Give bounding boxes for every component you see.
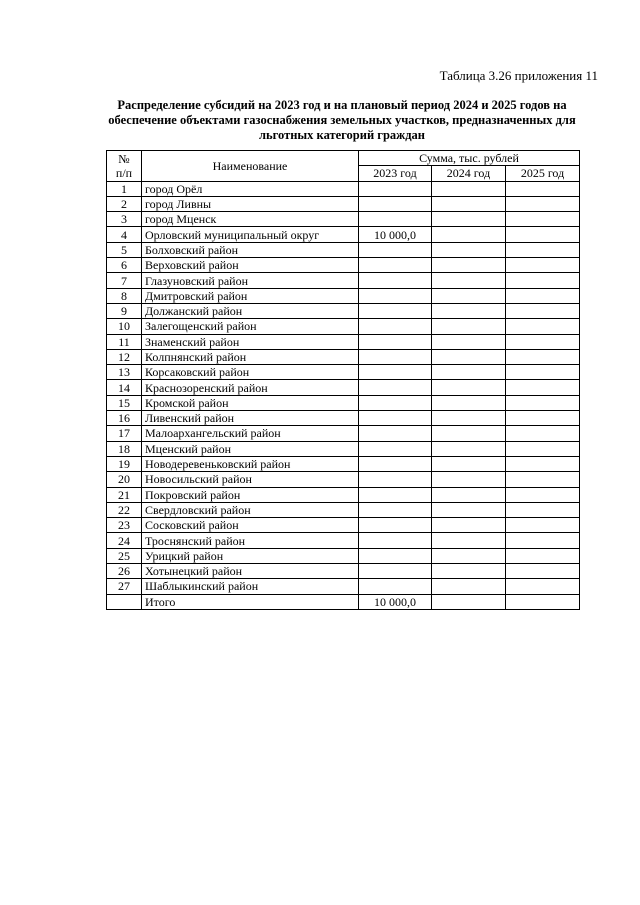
document-title: Распределение субсидий на 2023 год и на плановый период 2024 и 2025 годов на обеспечение объектами газоснабжения земельных участков, предназначенных для льготных категорий граждан [108, 98, 576, 142]
row-number: 11 [107, 334, 142, 349]
table-row [107, 227, 580, 242]
row-name: Шаблыкинский район [142, 579, 359, 594]
row-name: Кромской район [142, 395, 359, 410]
row-number: 1 [107, 181, 142, 196]
row-number: 7 [107, 273, 142, 288]
row-name: Ливенский район [142, 411, 359, 426]
row-name: Глазуновский район [142, 273, 359, 288]
row-value-2024 [432, 181, 506, 196]
row-value-2025 [506, 365, 580, 380]
row-value-2025 [506, 533, 580, 548]
row-value-2024 [432, 579, 506, 594]
row-value-2024 [432, 395, 506, 410]
row-number: 26 [107, 564, 142, 579]
row-number: 15 [107, 395, 142, 410]
row-number: 21 [107, 487, 142, 502]
row-value-2024 [432, 334, 506, 349]
row-value-2023 [359, 242, 432, 257]
row-name: Знаменский район [142, 334, 359, 349]
header-year-2025: 2025 год [506, 166, 580, 181]
row-value-2025 [506, 258, 580, 273]
row-name: Дмитровский район [142, 288, 359, 303]
table-row [107, 242, 580, 257]
table-row [107, 502, 580, 517]
row-value-2023 [359, 395, 432, 410]
table-row [107, 380, 580, 395]
row-name: Болховский район [142, 242, 359, 257]
row-value-2024 [432, 349, 506, 364]
row-value-2024 [432, 411, 506, 426]
row-value-2024 [432, 548, 506, 563]
row-number: 9 [107, 303, 142, 318]
row-value-2024 [432, 212, 506, 227]
row-value-2025 [506, 579, 580, 594]
table-row [107, 181, 580, 196]
row-value-2023 [359, 441, 432, 456]
table-row [107, 196, 580, 211]
row-value-2023 [359, 411, 432, 426]
row-value-2025 [506, 548, 580, 563]
row-value-2024 [432, 441, 506, 456]
row-value-2023 [359, 518, 432, 533]
row-value-2025 [506, 212, 580, 227]
row-value-2023 [359, 456, 432, 471]
row-value-2023 [359, 365, 432, 380]
row-value-2024 [432, 594, 506, 609]
row-value-2025 [506, 441, 580, 456]
header-year-2024: 2024 год [432, 166, 506, 181]
table-row [107, 288, 580, 303]
row-name: Верховский район [142, 258, 359, 273]
row-number: 27 [107, 579, 142, 594]
row-value-2025 [506, 303, 580, 318]
row-value-2023 [359, 273, 432, 288]
row-number: 17 [107, 426, 142, 441]
table-row [107, 487, 580, 502]
row-value-2025 [506, 426, 580, 441]
row-value-2024 [432, 426, 506, 441]
row-value-2025 [506, 273, 580, 288]
row-value-2025 [506, 456, 580, 471]
row-value-2023 [359, 533, 432, 548]
row-value-2024 [432, 227, 506, 242]
row-name: Колпнянский район [142, 349, 359, 364]
row-value-2023 [359, 212, 432, 227]
table-row [107, 456, 580, 471]
row-value-2023 [359, 502, 432, 517]
row-value-2024 [432, 196, 506, 211]
row-name: Троснянский район [142, 533, 359, 548]
table-reference: Таблица 3.26 приложения 11 [439, 68, 598, 83]
table-row [107, 579, 580, 594]
table-row [107, 472, 580, 487]
row-number [107, 594, 142, 609]
table-row [107, 564, 580, 579]
row-number: 2 [107, 196, 142, 211]
table-header [107, 151, 580, 182]
row-number: 5 [107, 242, 142, 257]
row-value-2023: 10 000,0 [359, 594, 432, 609]
row-value-2024 [432, 365, 506, 380]
row-name: Итого [142, 594, 359, 609]
table-row [107, 349, 580, 364]
row-number: 10 [107, 319, 142, 334]
row-number: 12 [107, 349, 142, 364]
row-value-2023 [359, 579, 432, 594]
row-value-2025 [506, 594, 580, 609]
table-row [107, 533, 580, 548]
table-row [107, 319, 580, 334]
row-value-2024 [432, 533, 506, 548]
row-value-2024 [432, 518, 506, 533]
row-name: Должанский район [142, 303, 359, 318]
row-number: 16 [107, 411, 142, 426]
row-name: Покровский район [142, 487, 359, 502]
row-value-2023 [359, 426, 432, 441]
row-value-2025 [506, 334, 580, 349]
total-row [107, 594, 580, 609]
row-number: 6 [107, 258, 142, 273]
row-value-2025 [506, 395, 580, 410]
row-value-2023 [359, 380, 432, 395]
row-name: Свердловский район [142, 502, 359, 517]
row-name: Малоархангельский район [142, 426, 359, 441]
row-name: Мценский район [142, 441, 359, 456]
table-row [107, 548, 580, 563]
row-value-2024 [432, 487, 506, 502]
row-value-2025 [506, 564, 580, 579]
table-row [107, 334, 580, 349]
row-name: Орловский муниципальный округ [142, 227, 359, 242]
row-number: 3 [107, 212, 142, 227]
table-row [107, 365, 580, 380]
row-value-2023: 10 000,0 [359, 227, 432, 242]
row-value-2025 [506, 349, 580, 364]
row-value-2023 [359, 564, 432, 579]
table-row [107, 411, 580, 426]
row-number: 8 [107, 288, 142, 303]
row-value-2023 [359, 349, 432, 364]
table-row [107, 395, 580, 410]
row-value-2025 [506, 288, 580, 303]
table-row [107, 258, 580, 273]
row-value-2024 [432, 319, 506, 334]
row-name: Краснозоренский район [142, 380, 359, 395]
row-value-2024 [432, 273, 506, 288]
row-value-2024 [432, 472, 506, 487]
row-name: Сосковский район [142, 518, 359, 533]
row-value-2023 [359, 181, 432, 196]
row-value-2025 [506, 380, 580, 395]
table-row [107, 426, 580, 441]
header-year-2023: 2023 год [359, 166, 432, 181]
row-number: 20 [107, 472, 142, 487]
row-value-2023 [359, 288, 432, 303]
row-number: 19 [107, 456, 142, 471]
row-value-2023 [359, 196, 432, 211]
row-value-2024 [432, 456, 506, 471]
row-number: 23 [107, 518, 142, 533]
row-value-2025 [506, 487, 580, 502]
row-value-2023 [359, 548, 432, 563]
row-name: город Ливны [142, 196, 359, 211]
row-value-2023 [359, 334, 432, 349]
row-value-2025 [506, 472, 580, 487]
row-name: Залегощенский район [142, 319, 359, 334]
row-value-2025 [506, 518, 580, 533]
row-name: Урицкий район [142, 548, 359, 563]
header-number: № п/п [107, 151, 142, 182]
table-row [107, 303, 580, 318]
row-value-2024 [432, 502, 506, 517]
row-name: Новосильский район [142, 472, 359, 487]
header-name: Наименование [142, 151, 359, 182]
row-value-2023 [359, 319, 432, 334]
table-row [107, 273, 580, 288]
header-sum: Сумма, тыс. рублей [359, 151, 580, 166]
subsidy-table [106, 150, 580, 610]
row-name: город Орёл [142, 181, 359, 196]
row-value-2025 [506, 242, 580, 257]
row-value-2025 [506, 502, 580, 517]
row-number: 25 [107, 548, 142, 563]
row-value-2025 [506, 181, 580, 196]
row-number: 22 [107, 502, 142, 517]
row-value-2025 [506, 227, 580, 242]
row-name: Новодеревеньковский район [142, 456, 359, 471]
row-number: 18 [107, 441, 142, 456]
row-value-2023 [359, 472, 432, 487]
row-value-2025 [506, 319, 580, 334]
row-number: 4 [107, 227, 142, 242]
row-value-2023 [359, 258, 432, 273]
row-name: Корсаковский район [142, 365, 359, 380]
table-body [107, 181, 580, 609]
row-value-2024 [432, 380, 506, 395]
row-number: 24 [107, 533, 142, 548]
row-value-2024 [432, 303, 506, 318]
row-value-2025 [506, 196, 580, 211]
row-value-2024 [432, 242, 506, 257]
row-number: 14 [107, 380, 142, 395]
table-row [107, 441, 580, 456]
row-value-2023 [359, 303, 432, 318]
row-value-2024 [432, 288, 506, 303]
row-value-2023 [359, 487, 432, 502]
row-name: город Мценск [142, 212, 359, 227]
table-row [107, 518, 580, 533]
row-name: Хотынецкий район [142, 564, 359, 579]
table-row [107, 212, 580, 227]
row-value-2025 [506, 411, 580, 426]
row-number: 13 [107, 365, 142, 380]
row-value-2024 [432, 258, 506, 273]
row-value-2024 [432, 564, 506, 579]
